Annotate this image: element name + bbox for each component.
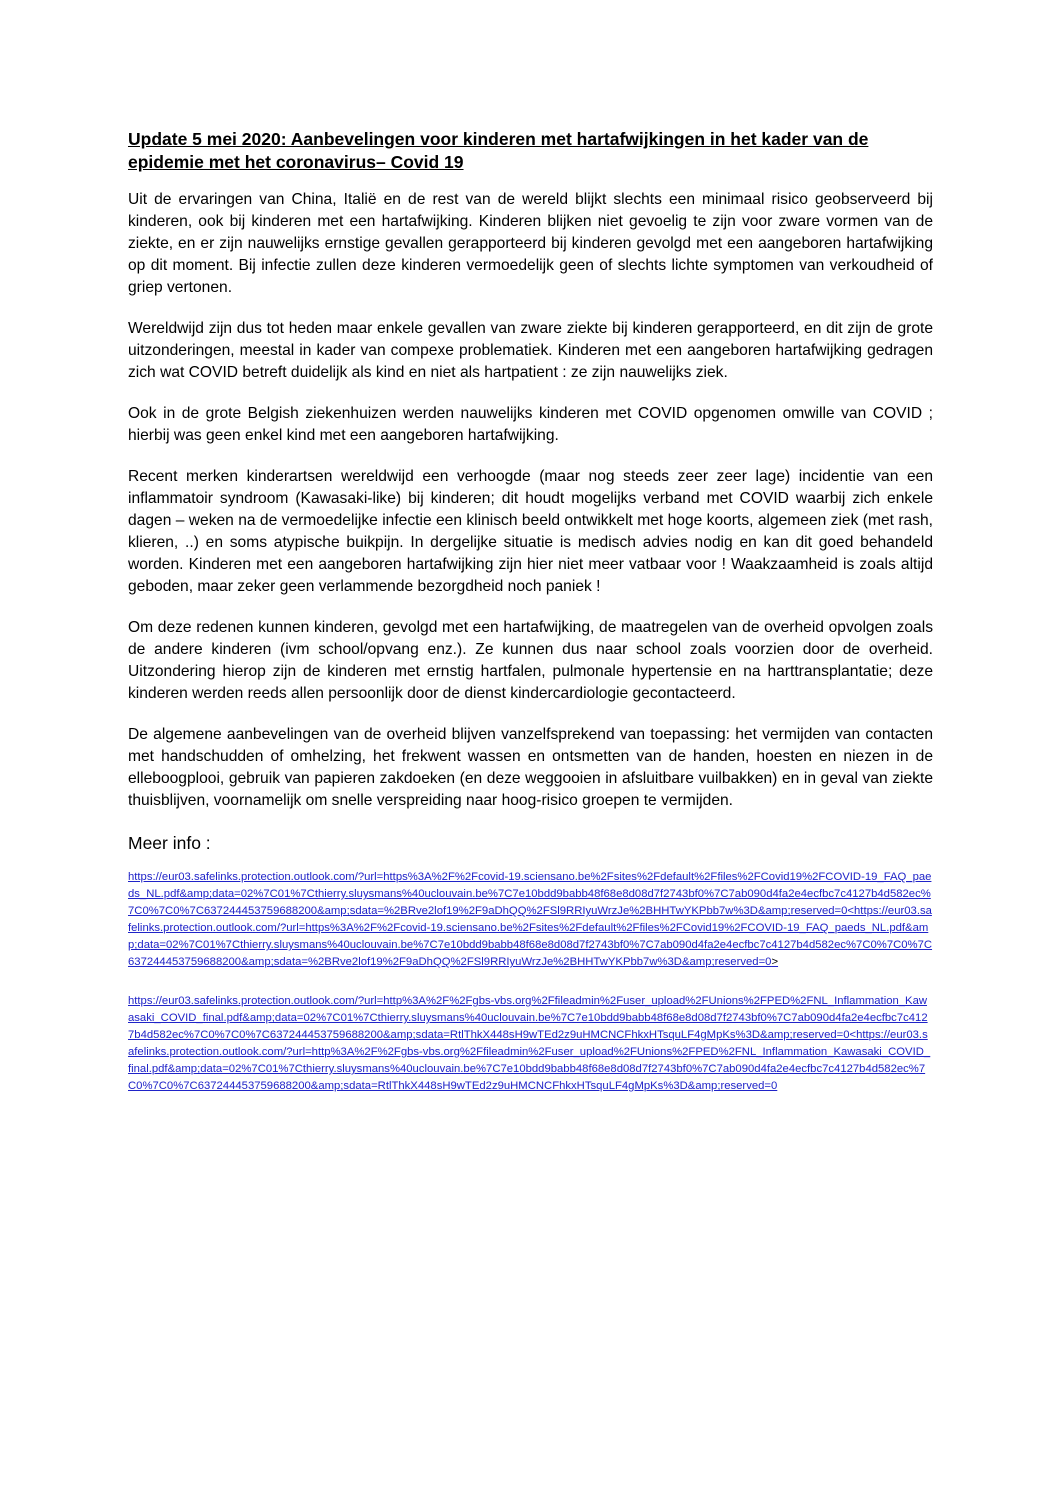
paragraph-5: Om deze redenen kunnen kinderen, gevolgd met een hartafwijking, de maatregelen van de overheid opvolgen zoals de andere kinderen (ivm school/opvang enz.). Ze kunnen dus naar school zoals voorzien door de overheid. Uitzondering hierop zijn de kinderen met ernstig hartfalen, pulmonale hypertensie en na harttransplantatie; deze kinderen werden reeds allen persoonlijk door de dienst kindercardiologie gecontacteerd. <box>128 619 933 702</box>
document-body <box>128 128 933 1117</box>
link-block-1 <box>128 869 933 971</box>
paragraph-1: Uit de ervaringen van China, Italië en de rest van de wereld blijkt slechts een minimaal risico geobserveerd bij kinderen, ook bij kinderen met een hartafwijking. Kinderen blijken niet gevoelig te zijn voor zware vormen van de ziekte, en er zijn nauwelijks ernstige gevallen gerapporteerd bij kinderen gevolgd met een aangeboren hartafwijking op dit moment. Bij infectie zullen deze kinderen vermoedelijk geen of slechts lichte symptomen van verkoudheid of griep vertonen. <box>128 191 933 296</box>
paragraph-6: De algemene aanbevelingen van de overheid blijven vanzelfsprekend van toepassing: het vermijden van contacten met handschudden of omhelzing, het frekwent wassen en ontsmetten van de handen, hoesten en niezen in de elleboogplooi, gebruik van papieren zakdoeken (en deze weggooien in afsluitbare vuilbakken) en in geval van ziekte thuisblijven, voornamelijk om snelle verspreiding naar hoog-risico groepen te vermijden. <box>128 726 933 809</box>
link-tail: > <box>771 956 779 968</box>
sciensano-faq-link[interactable] <box>128 869 933 971</box>
paragraph-3: Ook in de grote Belgish ziekenhuizen werden nauwelijks kinderen met COVID opgenomen omwille van COVID ; hierbij was geen enkel kind met een aangeboren hartafwijking. <box>128 405 933 444</box>
link-text[interactable]: https://eur03.safelinks.protection.outlook.com/?url=https%3A%2F%2Fcovid-19.sciensano.be%2Fsites%2Fdefault%2Ffiles%2FCovid19%2FCOVID-19_FAQ_paeds_NL.pdf&amp;data=02%7C01%7Cthierry.sluysmans%40uclouvain.be%7C7e10bdd9babb48f68e8d08d7f2743bf0%7C7ab090d4fa2e4ecfbc7c4127b4d582ec%7C0%7C0%7C637244453759688200&amp;sdata=%2BRve2lof19%2F9aDhQQ%2FSl9RRIyuWrzJe%2BHHTwYKPbb7w%3D&amp;reserved=0<https://eur03.safelinks.protection.outlook.com/?url=https%3A%2F%2Fcovid-19.sciensano.be%2Fsites%2Fdefault%2Ffiles%2FCovid19%2FCOVID-19_FAQ_paeds_NL.pdf&amp;data=02%7C01%7Cthierry.sluysmans%40uclouvain.be%7C7e10bdd9babb48f68e8d08d7f2743bf0%7C7ab090d4fa2e4ecfbc7c4127b4d582ec%7C0%7C0%7C637244453759688200&amp;sdata=%2BRve2lof19%2F9aDhQQ%2FSl9RRIyuWrzJe%2BHHTwYKPbb7w%3D&amp;reserved=0 <box>128 871 933 968</box>
more-info-heading: Meer info : <box>128 833 211 853</box>
paragraph-2: Wereldwijd zijn dus tot heden maar enkele gevallen van zware ziekte bij kinderen gerapporteerd, en dit zijn de grote uitzonderingen, meestal in kader van compexe problematiek. Kinderen met een aangeboren hartafwijking gedragen zich wat COVID betreft duidelijk als kind en niet als hartpatient : ze zijn nauwelijks ziek. <box>128 320 933 381</box>
link-text[interactable]: https://eur03.safelinks.protection.outlook.com/?url=http%3A%2F%2Fgbs-vbs.org%2Ffileadmin%2Fuser_upload%2FUnions%2FPED%2FNL_Inflammation_Kawasaki_COVID_final.pdf&amp;data=02%7C01%7Cthierry.sluysmans%40uclouvain.be%7C7e10bdd9babb48f68e8d08d7f2743bf0%7C7ab090d4fa2e4ecfbc7c4127b4d582ec%7C0%7C0%7C637244453759688200&amp;sdata=RtlThkX448sH9wTEd2z9uHMCNCFhkxHTsquLF4gMpKs%3D&amp;reserved=0<https://eur03.safelinks.protection.outlook.com/?url=http%3A%2F%2Fgbs-vbs.org%2Ffileadmin%2Fuser_upload%2FUnions%2FPED%2FNL_Inflammation_Kawasaki_COVID_final.pdf&amp;data=02%7C01%7Cthierry.sluysmans%40uclouvain.be%7C7e10bdd9babb48f68e8d08d7f2743bf0%7C7ab090d4fa2e4ecfbc7c4127b4d582ec%7C0%7C0%7C637244453759688200&amp;sdata=RtlThkX448sH9wTEd2z9uHMCNCFhkxHTsquLF4gMpKs%3D&amp;reserved=0 <box>128 995 931 1092</box>
gbs-kawasaki-link[interactable] <box>128 993 933 1095</box>
paragraph-4: Recent merken kinderartsen wereldwijd een verhoogde (maar nog steeds zeer zeer lage) incidentie van een inflammatoir syndroom (Kawasaki-like) bij kinderen; dit houdt mogelijks verband met COVID waarbij zich enkele dagen – weken na de vermoedelijke infectie een klinisch beeld ontwikkelt met hoge koorts, algemeen ziek (met rash, klieren, ..) en soms atypische buikpijn. In dergelijke situatie is medisch advies nodig en kan dit goed behandeld worden. Kinderen met een aangeboren hartafwijking zijn hier niet meer vatbaar voor ! Waakzaamheid is zoals altijd geboden, maar zeker geen verlammende bezorgdheid noch paniek ! <box>128 468 933 595</box>
page-title: Update 5 mei 2020: Aanbevelingen voor kinderen met hartafwijkingen in het kader van de epidemie met het coronavirus– Covid 19 <box>128 129 869 172</box>
link-block-2 <box>128 993 933 1095</box>
